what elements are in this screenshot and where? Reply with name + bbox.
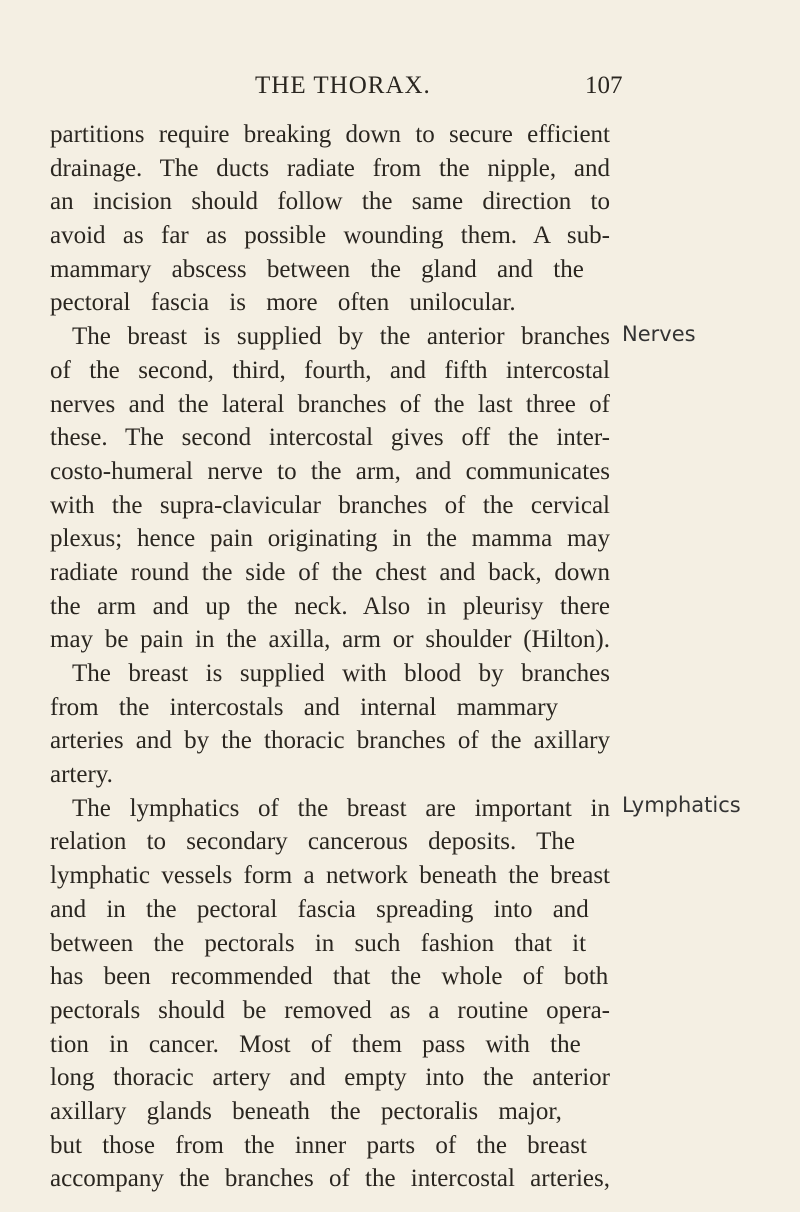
margin-note-nerves: Nerves (622, 322, 696, 346)
text-line: but those from the inner parts of the breast (50, 1131, 587, 1159)
text-line: The breast is supplied with blood by branches (72, 660, 610, 687)
text-line: costo-humeral nerve to the arm, and communicates (50, 457, 610, 485)
text-line: mammary abscess between the gland and the (50, 255, 584, 283)
text-line: nerves and the lateral branches of the last three of (50, 390, 610, 418)
text-line: pectorals should be removed as a routine opera- (50, 996, 610, 1024)
text-line: from the intercostals and internal mammary (50, 693, 559, 721)
text-line: long thoracic artery and empty into the anterior (50, 1064, 610, 1092)
page-number: 107 (585, 72, 623, 99)
margin-note-lymphatics: Lymphatics (622, 793, 741, 817)
text-line: tion in cancer. Most of them pass with the (50, 1030, 581, 1058)
body-text (50, 118, 610, 1196)
text-line: axillary glands beneath the pectoralis major, (50, 1097, 562, 1125)
text-line: artery. (50, 761, 113, 789)
text-line: partitions require breaking down to secure efficient (50, 121, 610, 148)
text-line: arteries and by the thoracic branches of the axillary (50, 727, 610, 755)
text-line: with the supra-clavicular branches of the cervical (50, 491, 610, 519)
text-line: plexus; hence pain originating in the mamma may (50, 525, 610, 553)
text-line: these. The second intercostal gives off the inter- (50, 424, 610, 452)
text-line: accompany the branches of the intercostal arteries, (50, 1165, 610, 1193)
text-line: has been recommended that the whole of both (50, 963, 609, 991)
text-line: of the second, third, fourth, and fifth intercostal (50, 356, 610, 384)
text-line: the arm and up the neck. Also in pleurisy there (50, 592, 610, 620)
text-line: pectoral fascia is more often unilocular. (50, 289, 516, 317)
text-line: between the pectorals in such fashion that it (50, 929, 587, 957)
text-line: drainage. The ducts radiate from the nipple, and (50, 154, 610, 182)
text-line: avoid as far as possible wounding them. A sub- (50, 222, 610, 250)
text-line: radiate round the side of the chest and back, down (50, 558, 610, 586)
text-line: The breast is supplied by the anterior branches (72, 323, 610, 351)
text-line: The lymphatics of the breast are important in (72, 794, 610, 822)
running-head (0, 72, 800, 108)
text-line: relation to secondary cancerous deposits. The (50, 828, 575, 856)
text-line: and in the pectoral fascia spreading into and (50, 895, 589, 923)
text-line: lymphatic vessels form a network beneath the breast (50, 862, 610, 890)
text-line: may be pain in the axilla, arm or shoulder (Hilton). (50, 626, 610, 654)
text-line: an incision should follow the same direction to (50, 188, 610, 216)
running-head-title: THE THORAX. (255, 72, 431, 99)
